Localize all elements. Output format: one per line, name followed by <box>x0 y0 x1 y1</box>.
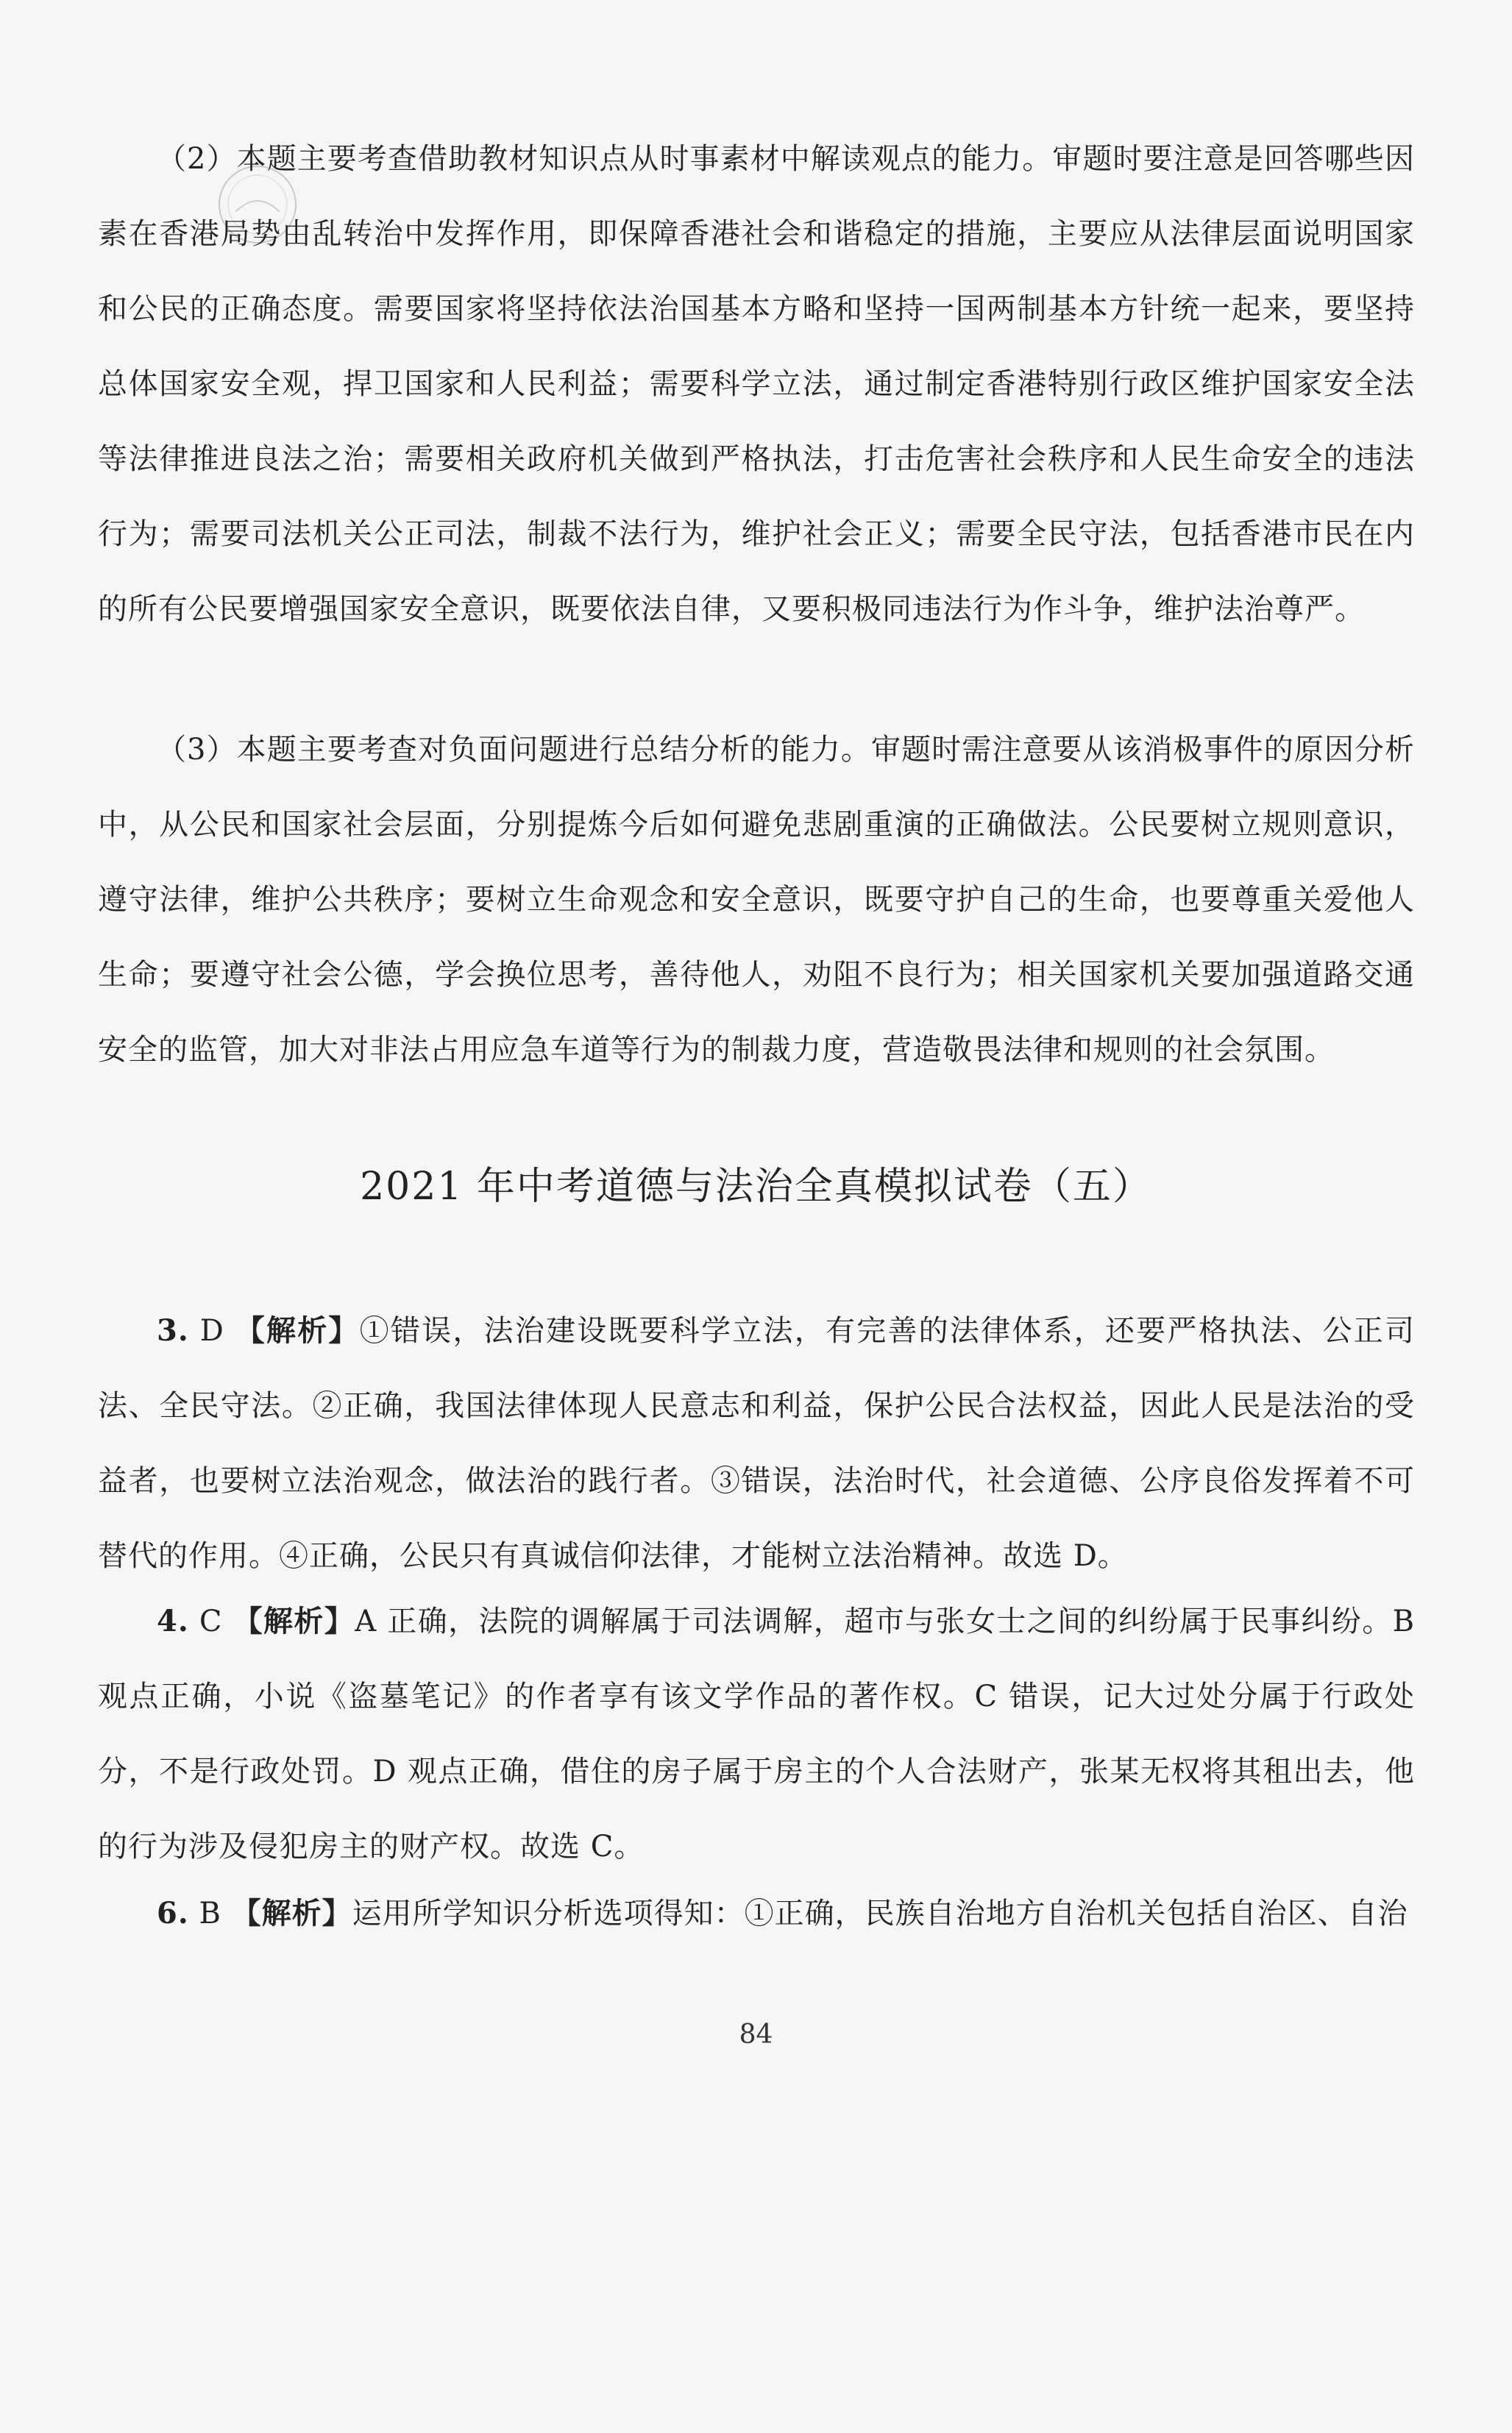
section-title: 2021 年中考道德与法治全真模拟试卷（五） <box>360 1165 1152 1209</box>
answer-number: 6. <box>157 1896 189 1931</box>
answer-item-3 <box>98 1293 1415 1594</box>
analysis-tag: 【解析】 <box>235 1313 360 1348</box>
answer-explanation: ①错误，法治建设既要科学立法，有完善的法律体系，还要严格执法、公正司法、全民守法。②正确，我国法律体现人民意志和利益，保护公民合法权益，因此人民是法治的受益者，也要树立法治观念，做法治的践行者。③错误，法治时代，社会道德、公序良俗发挥着不可替代的作用。④正确，公民只有真诚信仰法律，才能树立法治精神。故选 D。 <box>98 1314 1416 1573</box>
analysis-tag: 【解析】 <box>233 1604 355 1638</box>
analysis-tag: 【解析】 <box>231 1896 352 1931</box>
answer-item-4 <box>98 1584 1415 1884</box>
answer-number: 4. <box>157 1604 189 1638</box>
answer-explanation: 运用所学知识分析选项得知：①正确，民族自治地方自治机关包括自治区、自治 <box>352 1897 1408 1931</box>
answer-choice: C <box>199 1605 223 1638</box>
page-number: 84 <box>739 2020 773 2050</box>
paragraph-q2-analysis: （2）本题主要考查借助教材知识点从时事素材中解读观点的能力。审题时要注意是回答哪些因素在香港局势由乱转治中发挥作用，即保障香港社会和谐稳定的措施，主要应从法律层面说明国家和公民的正确态度。需要国家将坚持依法治国基本方略和坚持一国两制基本方针统一起来，要坚持总体国家安全观，捍卫国家和人民利益；需要科学立法，通过制定香港特别行政区维护国家安全法等法律推进良法之治；需要相关政府机关做到严格执法，打击危害社会秩序和人民生命安全的违法行为；需要司法机关公正司法，制裁不法行为，维护社会正义；需要全民守法，包括香港市民在内的所有公民要增强国家安全意识，既要依法自律，又要积极同违法行为作斗争，维护法治尊严。 <box>98 142 1415 626</box>
answer-explanation: A 正确，法院的调解属于司法调解，超市与张女士之间的纠纷属于民事纠纷。B 观点正确，小说《盗墓笔记》的作者享有该文学作品的著作权。C 错误，记大过处分属于行政处分，不是行政处罚。D 观点正确，借住的房子属于房主的个人合法财产，张某无权将其租出去，他的行为涉及侵犯房主的财产权。故选 C。 <box>98 1605 1416 1864</box>
answer-item-6 <box>98 1876 1415 1951</box>
answer-choice: D <box>199 1314 224 1348</box>
answer-number: 3. <box>157 1313 189 1348</box>
answer-choice: B <box>199 1897 221 1931</box>
paragraph-q3-analysis: （3）本题主要考查对负面问题进行总结分析的能力。审题时需注意要从该消极事件的原因分析中，从公民和国家社会层面，分别提炼今后如何避免悲剧重演的正确做法。公民要树立规则意识，遵守法律，维护公共秩序；要树立生命观念和安全意识，既要守护自己的生命，也要尊重关爱他人生命；要遵守社会公德，学会换位思考，善待他人，劝阻不良行为；相关国家机关要加强道路交通安全的监管，加大对非法占用应急车道等行为的制裁力度，营造敬畏法律和规则的社会氛围。 <box>98 733 1415 1067</box>
